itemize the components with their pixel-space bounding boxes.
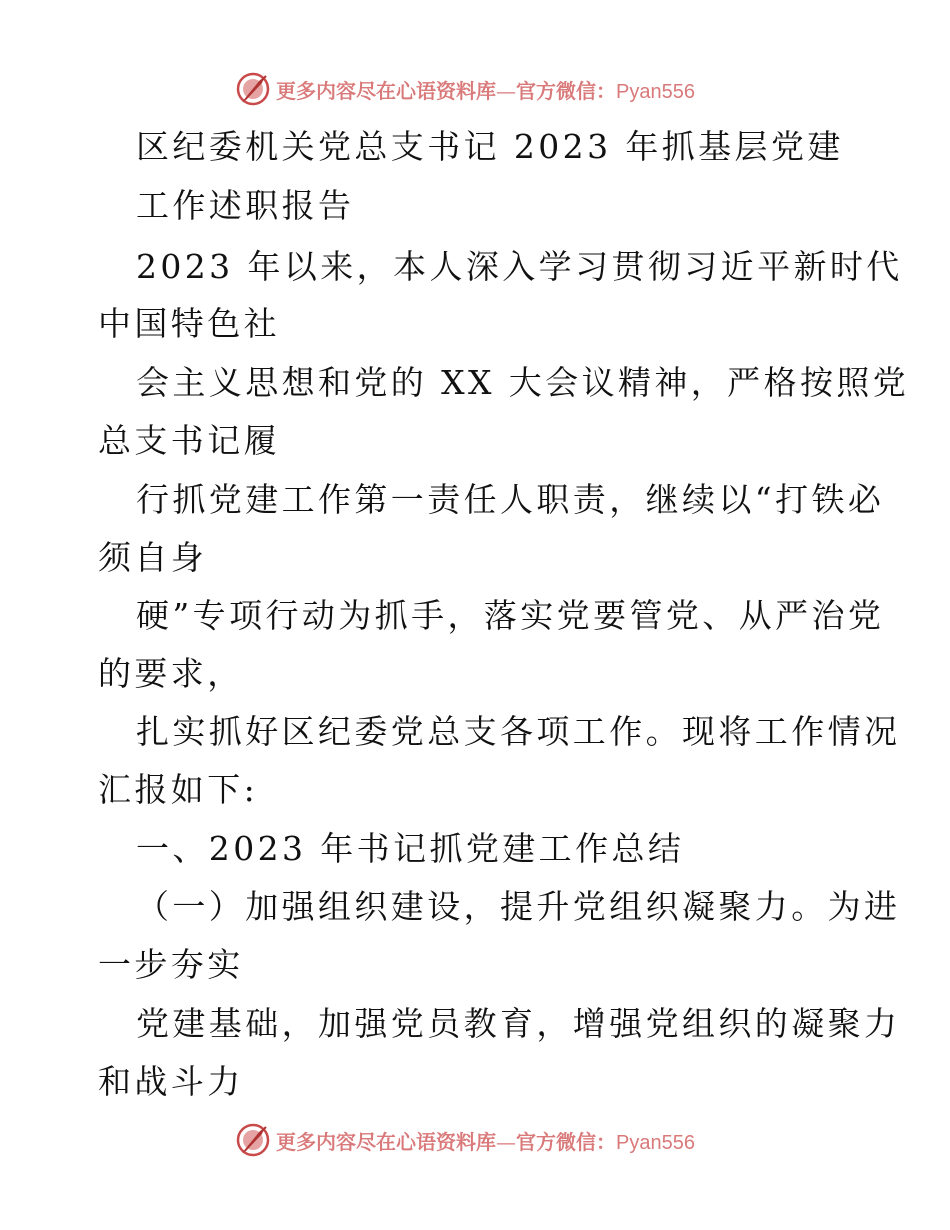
paragraph-line: 汇报如下:	[98, 770, 259, 809]
quill-logo-icon	[236, 1123, 270, 1157]
document-title-line-2: 工作述职报告	[136, 186, 355, 225]
watermark-text: 更多内容尽在心语资料库—官方微信：Pyan556	[276, 78, 695, 103]
paragraph-line: 中国特色社	[98, 304, 280, 343]
paragraph-line: 2023 年以来，本人深入学习贯彻习近平新时代	[136, 247, 903, 286]
section-heading: 一、2023 年书记抓党建工作总结	[136, 829, 685, 868]
paragraph-line: 行抓党建工作第一责任人职责，继续以“打铁必	[136, 480, 885, 519]
paragraph-line: 须自身	[98, 538, 208, 577]
document-title-line-1: 区纪委机关党总支书记 2023 年抓基层党建	[136, 127, 844, 166]
subsection-heading: （一）加强组织建设，提升党组织凝聚力。为进	[136, 887, 901, 926]
paragraph-line: 和战斗力	[98, 1062, 244, 1101]
paragraph-line: 的要求，	[98, 654, 244, 693]
paragraph-line: 会主义思想和党的 XX 大会议精神，严格按照党	[136, 363, 910, 402]
paragraph-line: 扎实抓好区纪委党总支各项工作。现将工作情况	[136, 712, 901, 751]
footer-watermark	[236, 1123, 695, 1157]
watermark-text: 更多内容尽在心语资料库—官方微信：Pyan556	[276, 1129, 695, 1154]
paragraph-line: 总支书记履	[98, 421, 280, 460]
paragraph-line: 一步夯实	[98, 945, 244, 984]
paragraph-line: 硬”专项行动为抓手，落实党要管党、从严治党	[136, 596, 885, 635]
paragraph-line: 党建基础，加强党员教育，增强党组织的凝聚力	[136, 1004, 901, 1043]
